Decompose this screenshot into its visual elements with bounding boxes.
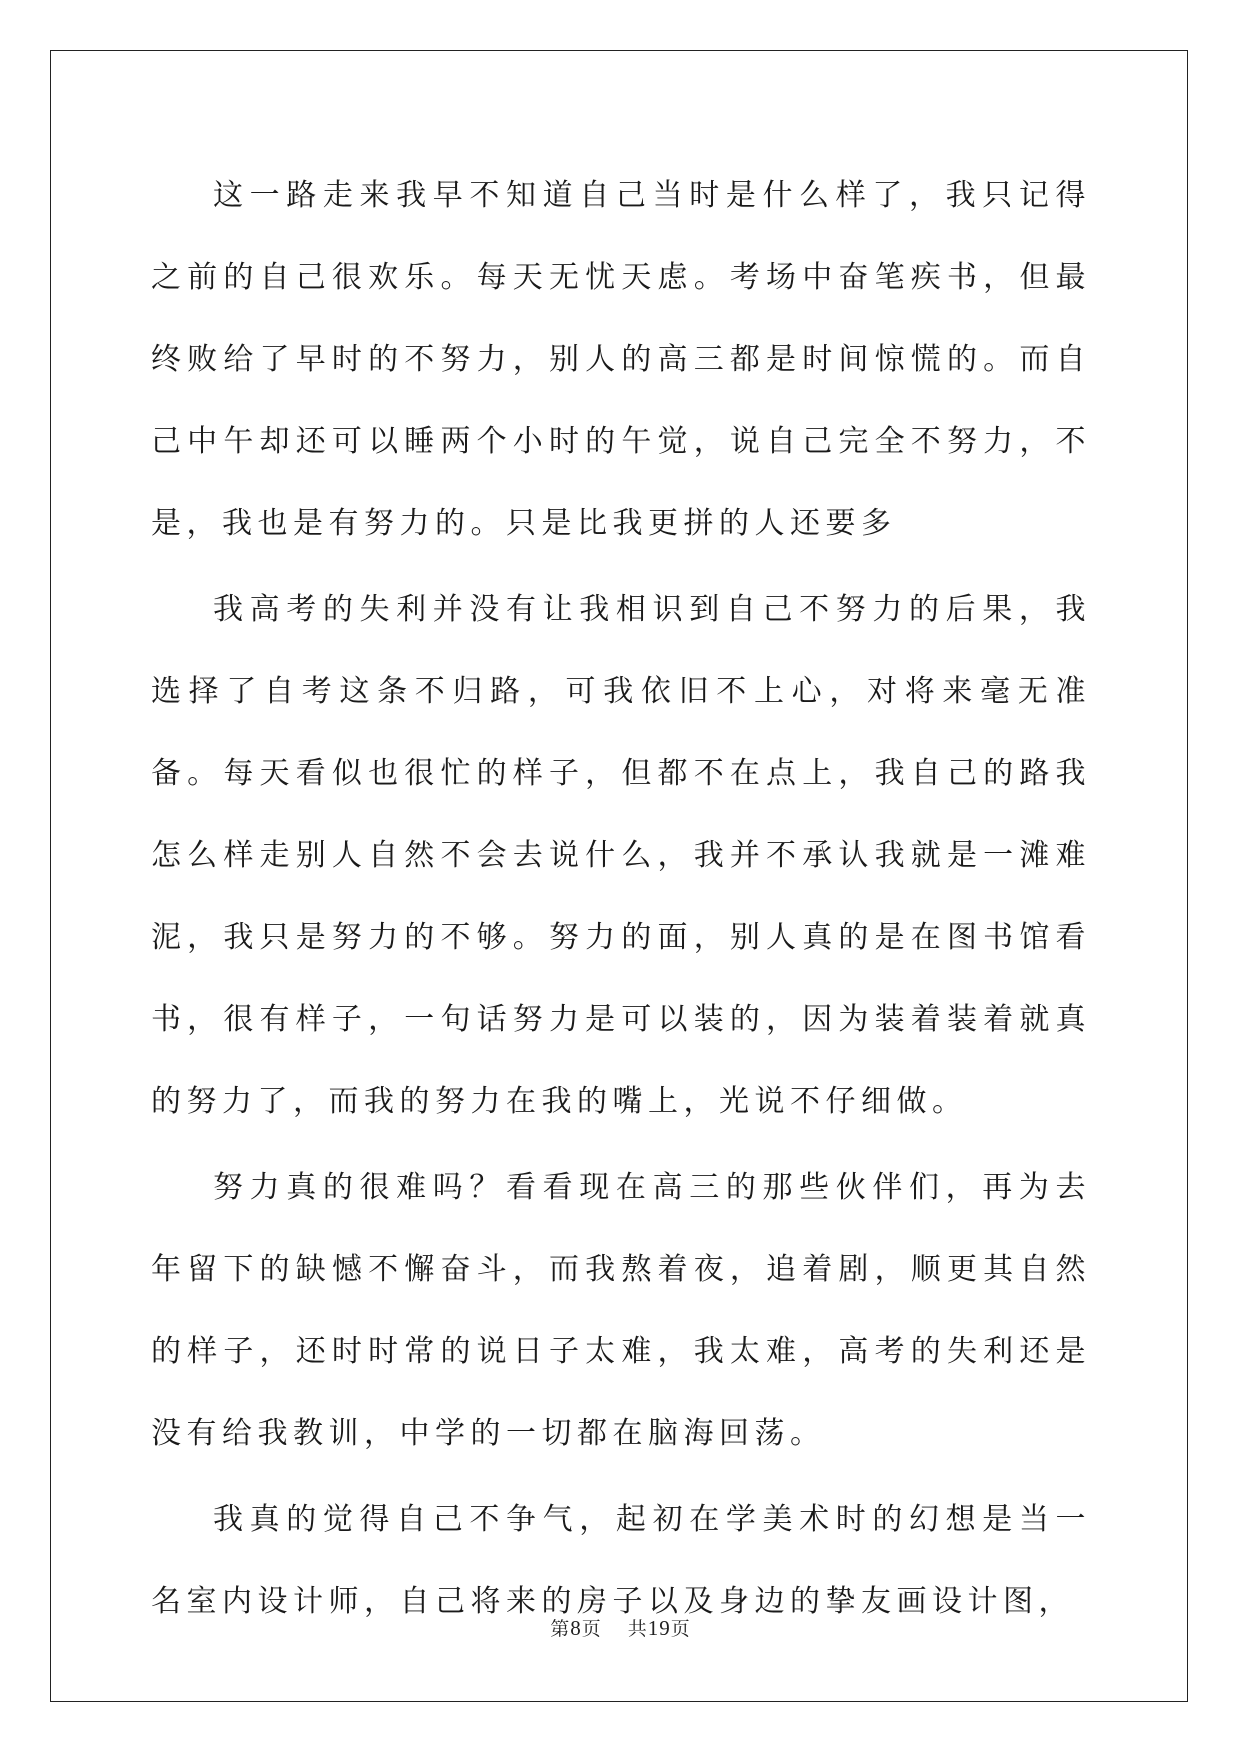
paragraph-2: 我高考的失利并没有让我相识到自己不努力的后果，我选择了自考这条不归路，可我依旧不上心，对将来毫无准备。每天看似也很忙的样子，但都不在点上，我自己的路我怎么样走别人自然不会去说什么，我并不承认我就是一滩难泥，我只是努力的不够。努力的面，别人真的是在图书馆看书，很有样子，一句话努力是可以装的，因为装着装着就真的努力了，而我的努力在我的嘴上，光说不仔细做。: [151, 592, 1091, 1119]
page-prefix: 第: [550, 1618, 571, 1640]
page-number: 8: [570, 1616, 582, 1640]
document-body: [151, 155, 1091, 1647]
total-suffix: 页: [670, 1618, 691, 1640]
paragraph-1: 这一路走来我早不知道自己当时是什么样了，我只记得之前的自己很欢乐。每天无忧天虑。考场中奋笔疾书，但最终败给了早时的不努力，别人的高三都是时间惊慌的。而自己中午却还可以睡两个小时的午觉，说自己完全不努力，不是，我也是有努力的。只是比我更拼的人还要多: [151, 178, 1091, 541]
page-suffix: 页: [581, 1618, 602, 1640]
total-pages: 19: [647, 1616, 671, 1640]
total-prefix: 共: [627, 1618, 648, 1640]
paragraph-4: 我真的觉得自己不争气，起初在学美术时的幻想是当一名室内设计师，自己将来的房子以及身边的挚友画设计图，: [151, 1502, 1091, 1619]
page-footer: [0, 1614, 1241, 1641]
paragraph-3: 努力真的很难吗？看看现在高三的那些伙伴们，再为去年留下的缺憾不懈奋斗，而我熬着夜，追着剧，顺更其自然的样子，还时时常的说日子太难，我太难，高考的失利还是没有给我教训，中学的一切都在脑海回荡。: [151, 1170, 1091, 1451]
